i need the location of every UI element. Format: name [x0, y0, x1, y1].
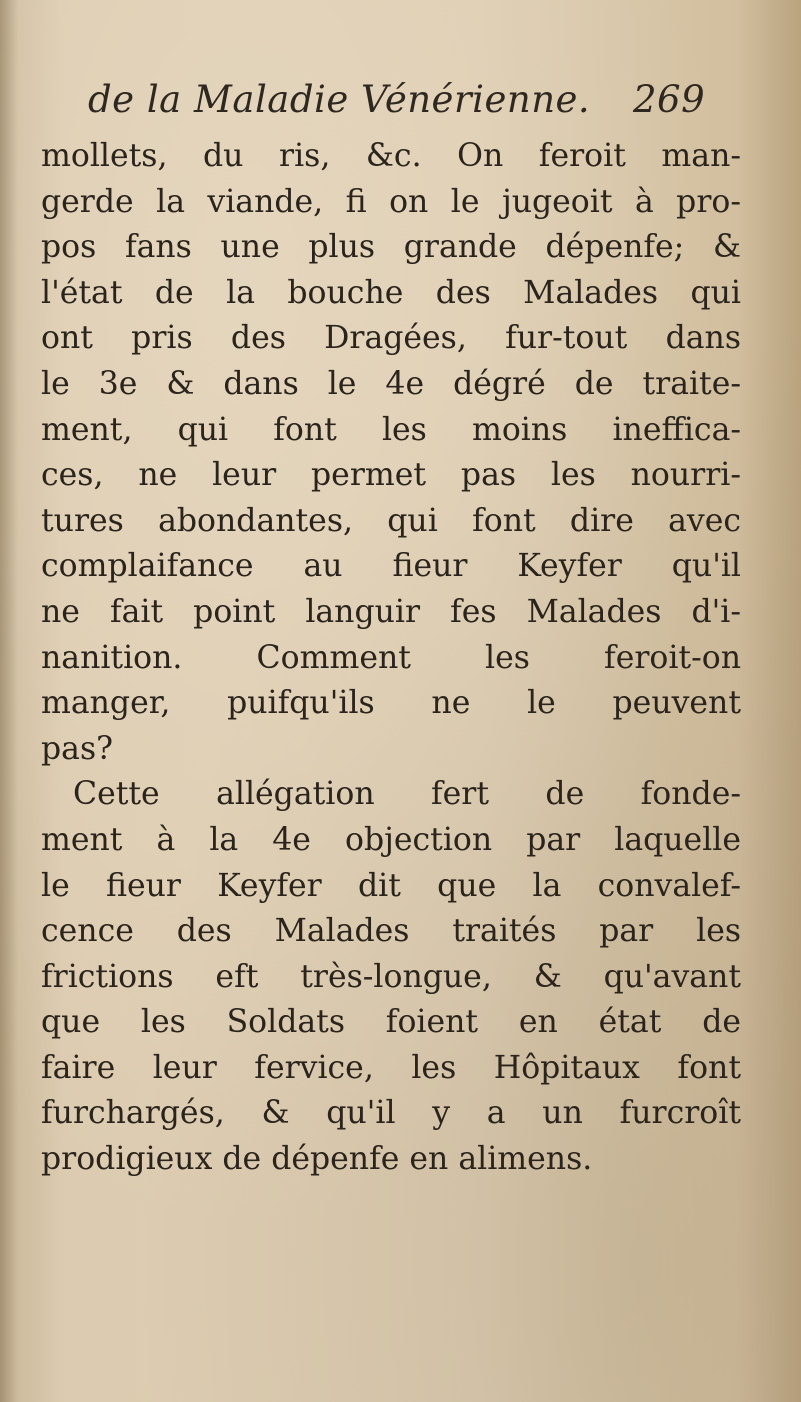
text-line: ment, qui font les moins inefficа-: [41, 411, 741, 448]
text-line: mollets, du ris, &c. On feroit man-: [41, 138, 741, 174]
text-line: l'état de la bouche des Malades qui: [41, 274, 741, 311]
text-line: pas?: [41, 730, 113, 767]
text-line: furchargés, & qu'il y a un furcroît: [41, 1095, 741, 1132]
text-line: faire leur fervice, les Hôpitaux font: [41, 1049, 741, 1086]
running-title: de la Maladie Vénérienne.: [88, 78, 591, 121]
text-line: ment à la 4e objection par laquelle: [41, 821, 741, 858]
text-line: pos fans une plus grande dépenfe; &: [41, 229, 741, 266]
text-line: gerde la viande, fi on le jugeoit à pro-: [41, 183, 741, 220]
page-header: [88, 78, 728, 121]
text-line: cence des Malades traités par les: [41, 913, 741, 950]
text-line: prodigieux de dépenfe en alimens.: [41, 1141, 593, 1178]
paragraph-start-line: Cette allégation fert de fonde-: [73, 776, 741, 813]
text-line: le fieur Keyfer dit que la convalef-: [41, 867, 741, 904]
page-edge-shadow: [0, 0, 18, 1402]
text-line: tures abondantes, qui font dire avec: [41, 502, 741, 539]
text-line: complaifance au fieur Keyfer qu'il: [41, 548, 741, 585]
text-line: le 3e & dans le 4e dégré de traite-: [41, 365, 741, 402]
body-text: [41, 134, 741, 1183]
text-line: frictions eft très-longue, & qu'avant: [41, 958, 741, 995]
text-line: ces, ne leur permet pas les nourri-: [41, 457, 741, 494]
text-line: que les Soldats foient en état de: [41, 1004, 741, 1041]
text-line: nanition. Comment les feroit-on: [41, 639, 741, 676]
text-line: ont pris des Dragées, fur-tout dans: [41, 320, 741, 357]
text-line: manger, puifqu'ils ne le peuvent: [41, 685, 741, 722]
page-number: 269: [633, 78, 706, 121]
text-line: ne fait point languir fes Malades d'i-: [41, 593, 741, 630]
